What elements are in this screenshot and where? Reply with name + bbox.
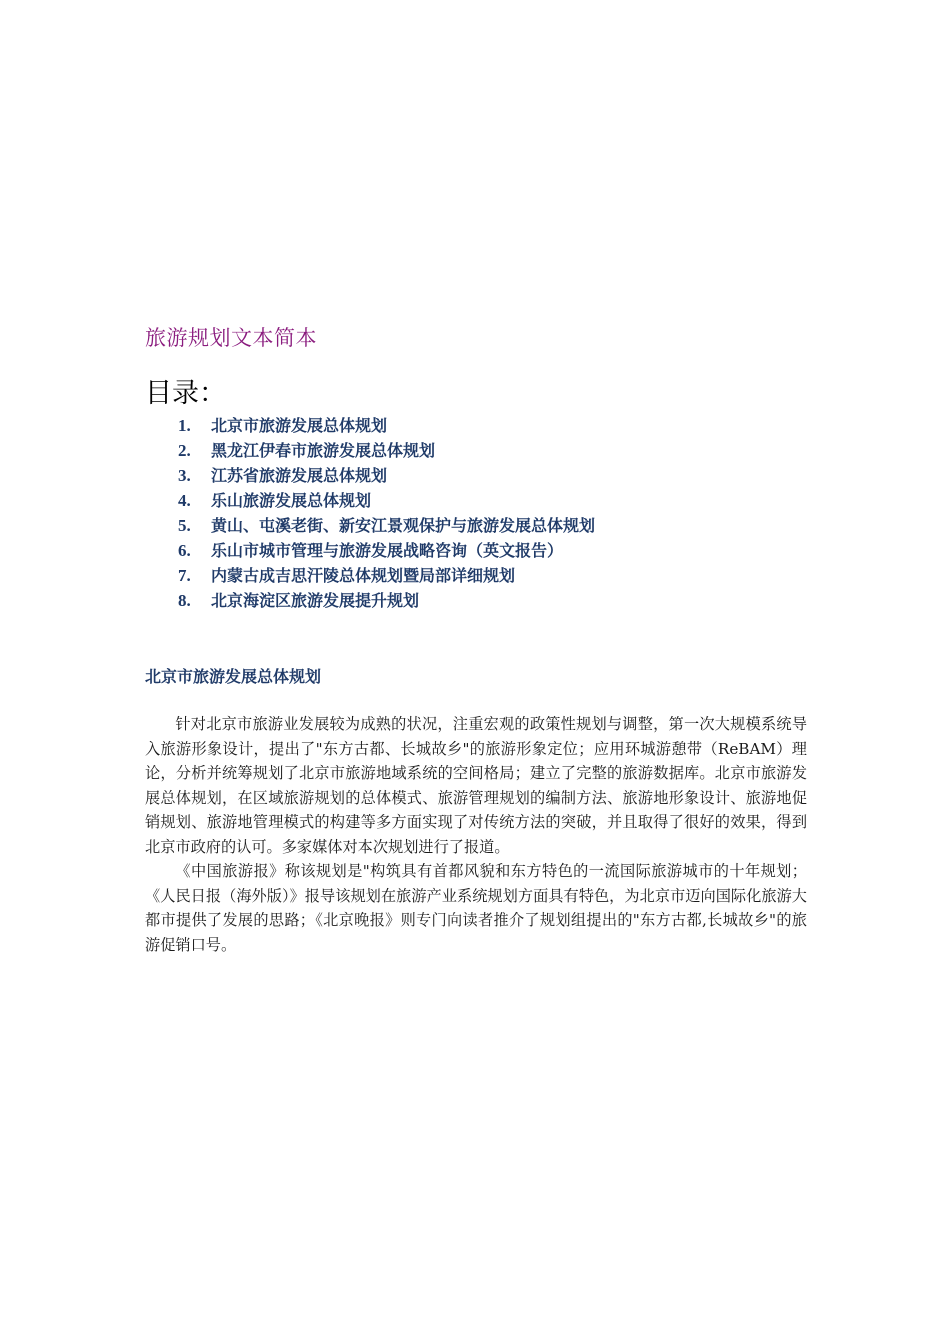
toc-item-number: 4.: [178, 491, 191, 510]
toc-item-5[interactable]: [178, 513, 595, 538]
body-paragraph-2: 《中国旅游报》称该规划是"构筑具有首都风貌和东方特色的一流国际旅游城市的十年规划；《人民日报（海外版）》报导该规划在旅游产业系统规划方面具有特色，为北京市迈向国际化旅游大都市提供了发展的思路；《北京晚报》则专门向读者推介了规划组提出的"东方古都,长城故乡"的旅游促销口号。: [145, 862, 807, 954]
toc-item-number: 6.: [178, 541, 191, 560]
toc-item-label[interactable]: 黑龙江伊春市旅游发展总体规划: [211, 441, 436, 460]
toc-item-4[interactable]: [178, 488, 595, 513]
toc-item-number: 7.: [178, 566, 191, 585]
section-heading: 北京市旅游发展总体规划: [145, 667, 322, 686]
toc-item-number: 2.: [178, 441, 191, 460]
toc-item-7[interactable]: [178, 563, 595, 588]
toc-item-label[interactable]: 北京海淀区旅游发展提升规划: [211, 591, 420, 610]
toc-item-label[interactable]: 乐山市城市管理与旅游发展战略咨询（英文报告）: [211, 541, 564, 560]
toc-item-label[interactable]: 内蒙古成吉思汗陵总体规划暨局部详细规划: [211, 566, 516, 585]
toc-item-3[interactable]: [178, 463, 595, 488]
toc-item-label[interactable]: 北京市旅游发展总体规划: [211, 416, 388, 435]
toc-item-label[interactable]: 黄山、屯溪老街、新安江景观保护与旅游发展总体规划: [211, 516, 596, 535]
toc-item-1[interactable]: [178, 413, 595, 438]
body-paragraph-1: 针对北京市旅游业发展较为成熟的状况，注重宏观的政策性规划与调整，第一次大规模系统导入旅游形象设计，提出了"东方古都、长城故乡"的旅游形象定位；应用环城游憩带（ReBAM）理论，分析并统筹规划了北京市旅游地域系统的空间格局；建立了完整的旅游数据库。北京市旅游发展总体规划，在区域旅游规划的总体模式、旅游管理规划的编制方法、旅游地形象设计、旅游地促销规划、旅游地管理模式的构建等多方面实现了对传统方法的突破，并且取得了很好的效果，得到北京市政府的认可。多家媒体对本次规划进行了报道。: [145, 715, 807, 856]
toc-item-number: 3.: [178, 466, 191, 485]
toc-item-8[interactable]: [178, 588, 595, 613]
toc-item-number: 8.: [178, 591, 191, 610]
toc-heading: 目录：: [145, 378, 226, 409]
table-of-contents: [178, 413, 595, 613]
toc-item-label[interactable]: 乐山旅游发展总体规划: [211, 491, 372, 510]
document-title: 旅游规划文本简本: [145, 326, 317, 350]
toc-item-6[interactable]: [178, 538, 595, 563]
section-body: [145, 712, 807, 957]
toc-item-2[interactable]: [178, 438, 595, 463]
toc-item-number: 5.: [178, 516, 191, 535]
toc-item-number: 1.: [178, 416, 191, 435]
toc-item-label[interactable]: 江苏省旅游发展总体规划: [211, 466, 388, 485]
